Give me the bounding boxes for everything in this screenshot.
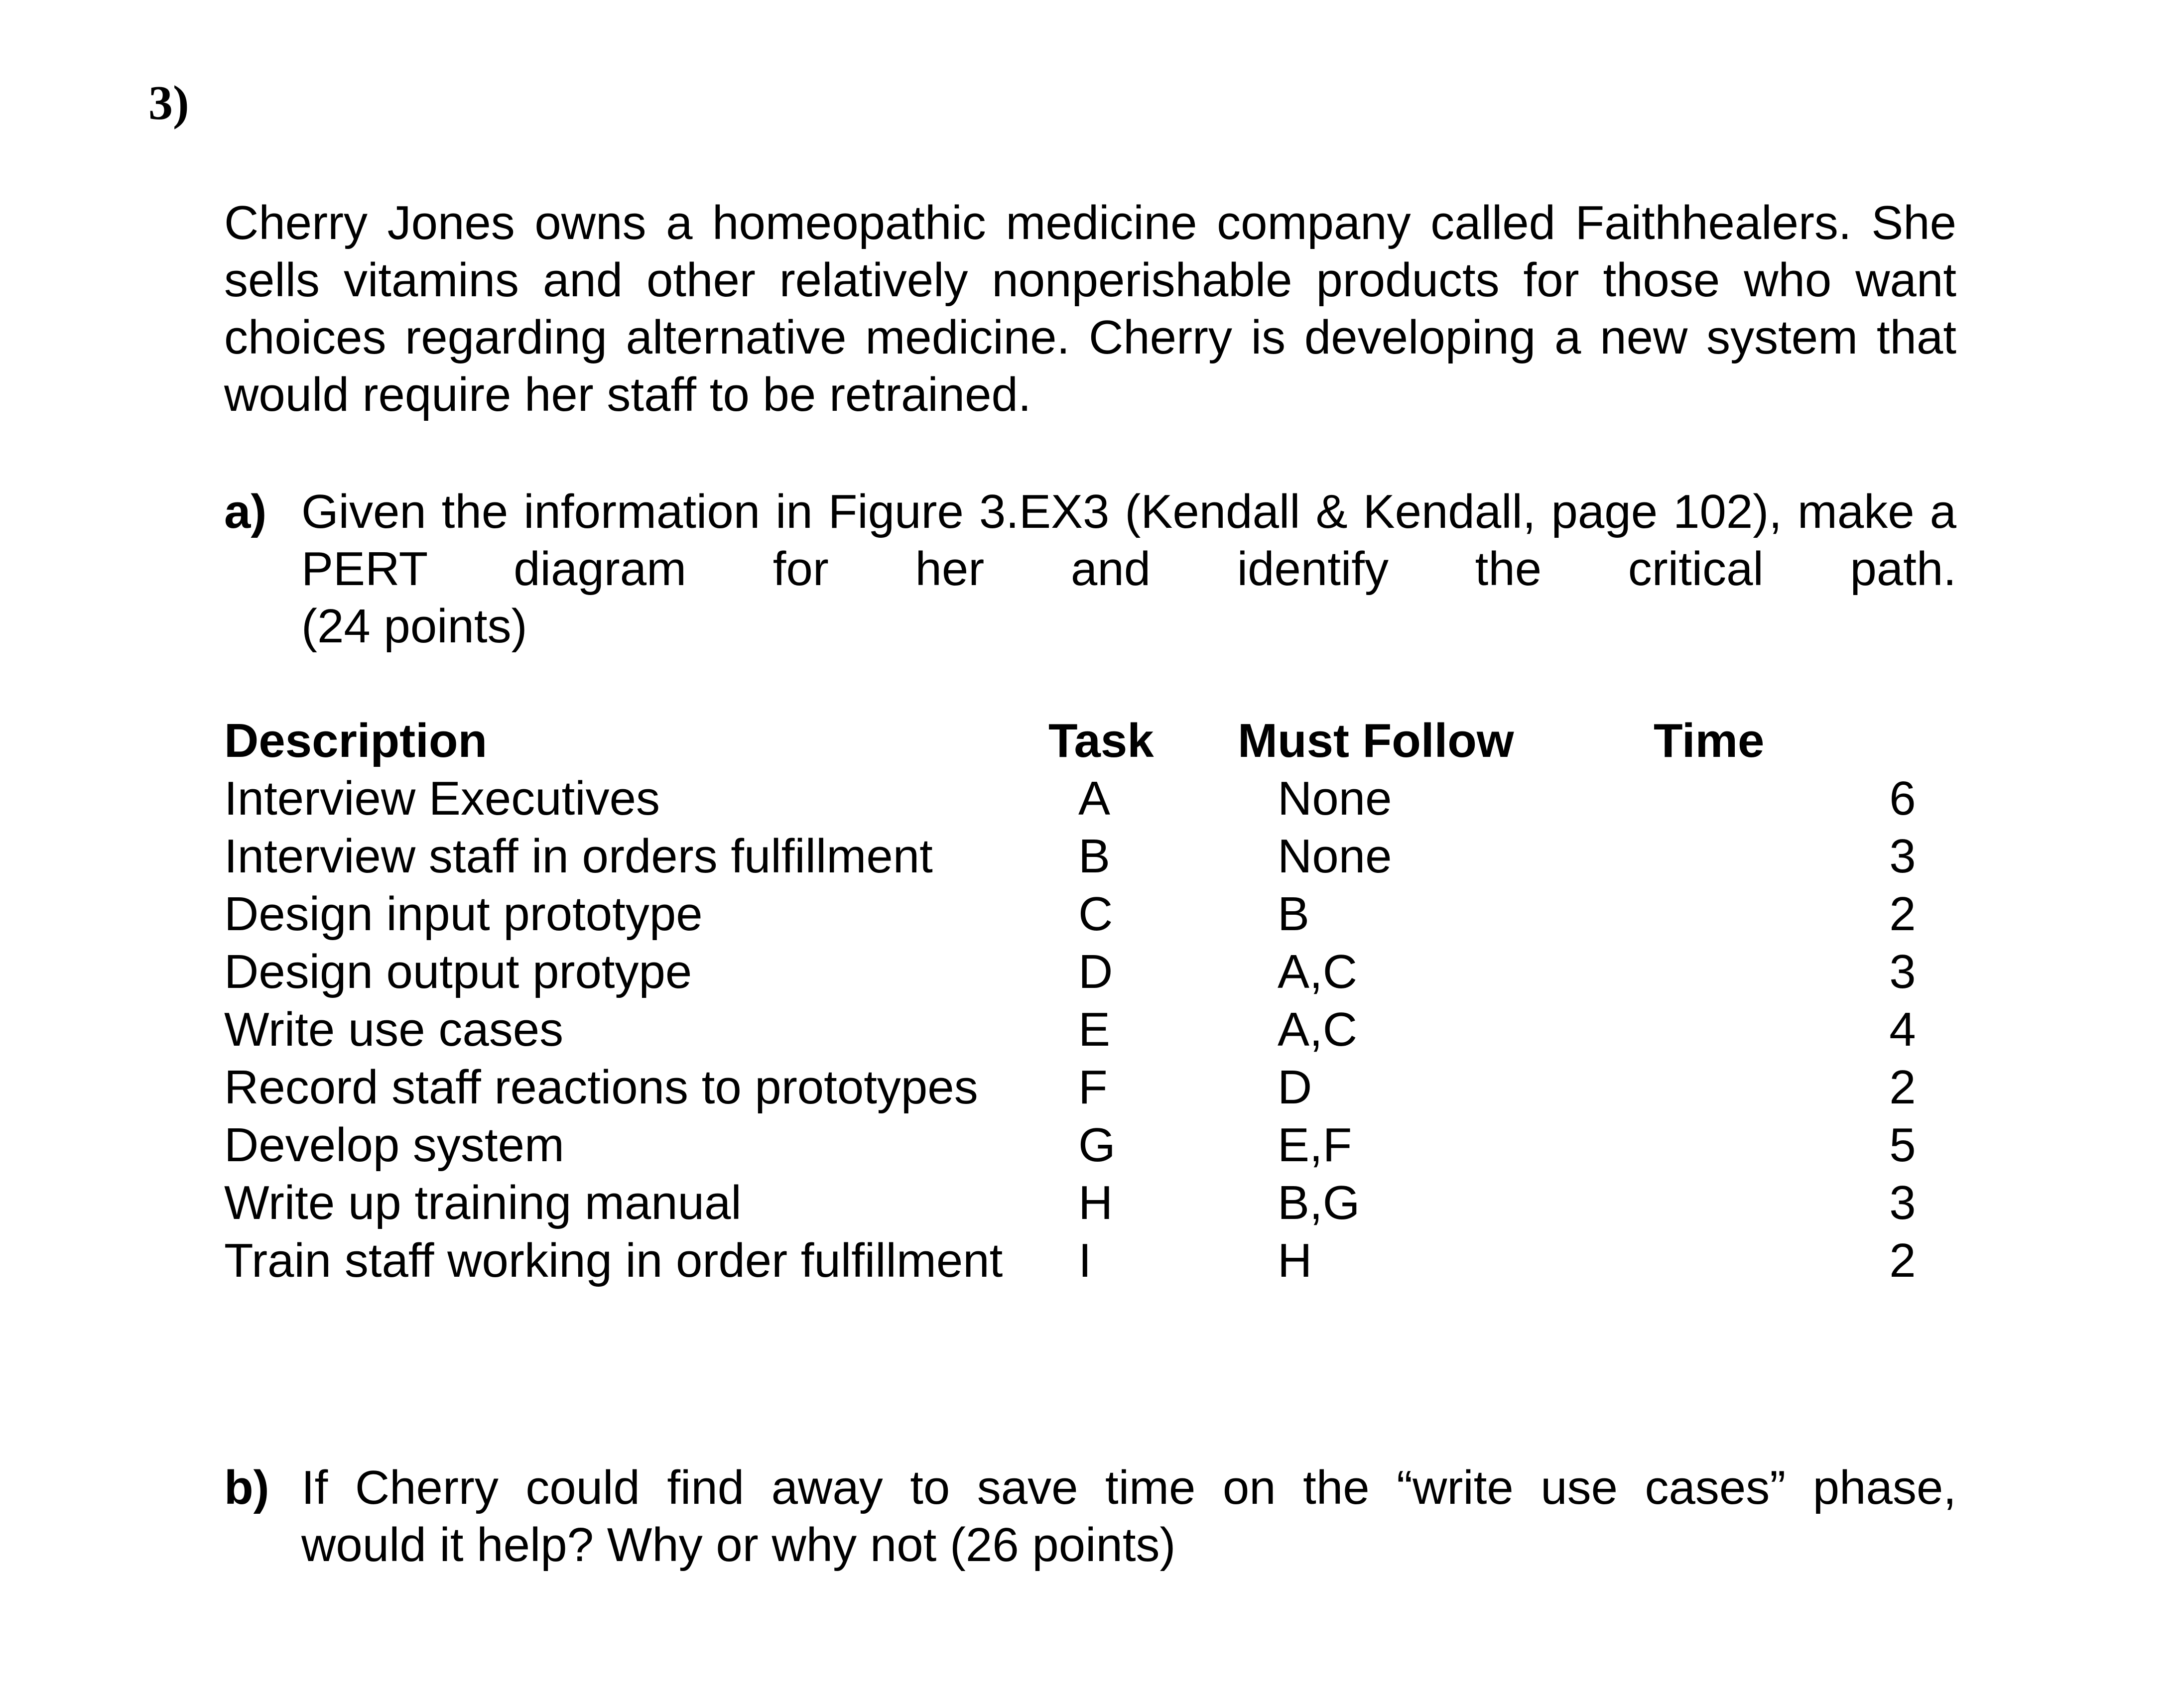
part-b: [224, 1459, 1956, 1574]
row-description: Design input prototype: [224, 887, 703, 941]
part-b-label: b): [224, 1461, 269, 1514]
row-time: 3: [1889, 830, 1916, 883]
row-time: 5: [1889, 1118, 1916, 1172]
row-task: C: [1078, 887, 1113, 941]
question-number: 3): [148, 76, 189, 130]
part-b-question-end: would it help? Why or why not (26 points): [301, 1518, 1176, 1572]
row-task: H: [1078, 1176, 1113, 1229]
row-must-follow: None: [1278, 830, 1392, 883]
part-a-label: a): [224, 485, 267, 538]
part-a-question: Given the information in Figure 3.EX3 (Kendall & Kendall, page 102), make a PERT diagram for her and identify the critical path.: [301, 485, 1956, 596]
row-description: Interview staff in orders fulfillment: [224, 830, 933, 883]
row-task: G: [1078, 1118, 1116, 1172]
row-must-follow: D: [1278, 1061, 1312, 1114]
row-description: Record staff reactions to prototypes: [224, 1061, 978, 1114]
row-description: Develop system: [224, 1118, 564, 1172]
part-a-text: [301, 483, 1956, 655]
row-must-follow: H: [1278, 1234, 1312, 1287]
row-task: I: [1078, 1234, 1092, 1287]
row-description: Design output protype: [224, 945, 692, 998]
row-time: 4: [1889, 1003, 1916, 1056]
row-must-follow: A,C: [1278, 945, 1358, 998]
part-b-text: [301, 1459, 1956, 1574]
row-task: A: [1078, 772, 1111, 825]
row-time: 3: [1889, 945, 1916, 998]
header-time: Time: [1654, 714, 1765, 767]
row-description: Interview Executives: [224, 772, 660, 825]
row-time: 2: [1889, 887, 1916, 941]
row-task: B: [1078, 830, 1111, 883]
row-must-follow: A,C: [1278, 1003, 1358, 1056]
row-must-follow: E,F: [1278, 1118, 1352, 1172]
row-time: 2: [1889, 1061, 1916, 1114]
row-task: E: [1078, 1003, 1111, 1056]
header-must-follow: Must Follow: [1238, 714, 1514, 767]
part-b-question: If Cherry could find away to save time on the “write use cases” phase,: [301, 1461, 1956, 1514]
header-task: Task: [1048, 714, 1154, 767]
row-description: Write up training manual: [224, 1176, 742, 1229]
row-time: 2: [1889, 1234, 1916, 1287]
row-time: 6: [1889, 772, 1916, 825]
intro-paragraph: Cherry Jones owns a homeopathic medicine company called Faithhealers. She sells vitamins and other relatively nonperishable products for those who want choices regarding alternative medicine. Cherry is developing a new system that would require her staff to be retrained.: [224, 196, 1956, 421]
row-time: 3: [1889, 1176, 1916, 1229]
row-description: Train staff working in order fulfillment: [224, 1234, 1003, 1287]
row-must-follow: B: [1278, 887, 1310, 941]
row-must-follow: None: [1278, 772, 1392, 825]
row-must-follow: B,G: [1278, 1176, 1360, 1229]
row-task: F: [1078, 1061, 1108, 1114]
row-task: D: [1078, 945, 1113, 998]
part-a: [224, 483, 1956, 655]
row-description: Write use cases: [224, 1003, 564, 1056]
part-a-points: (24 points): [301, 600, 527, 653]
header-description: Description: [224, 714, 488, 767]
